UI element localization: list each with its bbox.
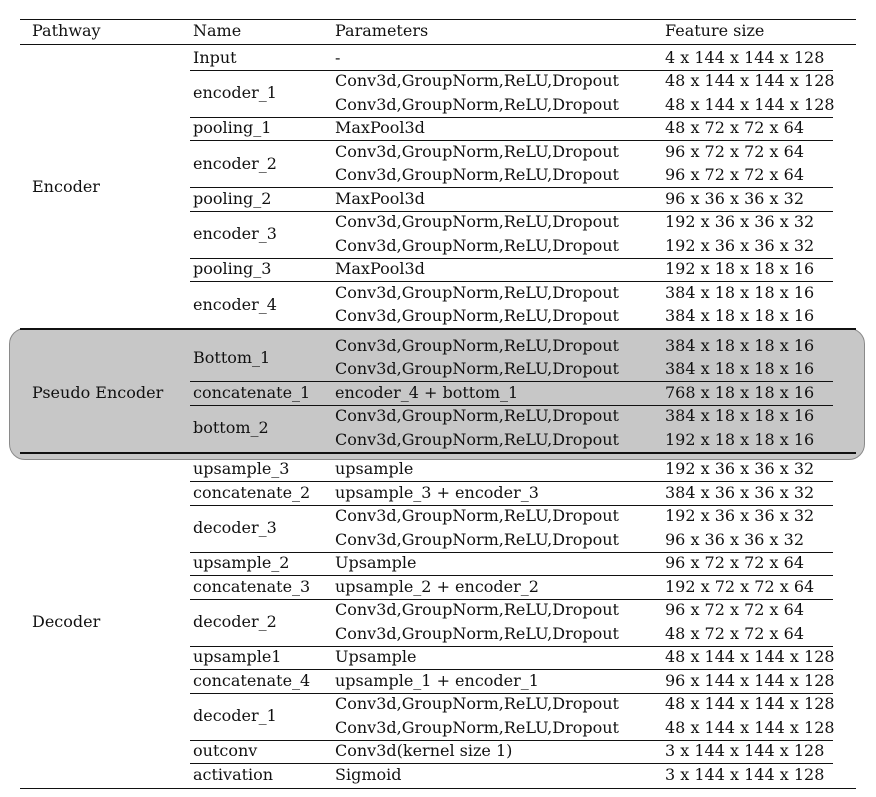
cell-parameters: Conv3d,GroupNorm,ReLU,Dropout: [335, 71, 619, 90]
cell-feature-size: 48 x 144 x 144 x 128: [665, 647, 835, 666]
cell-parameters: Upsample: [335, 553, 417, 572]
cell-feature-size: 192 x 18 x 18 x 16: [665, 259, 815, 278]
rule-section-double: [20, 328, 856, 329]
cell-name: decoder_1: [193, 706, 277, 725]
rule-header: [20, 44, 856, 45]
cell-feature-size: 192 x 36 x 36 x 32: [665, 236, 815, 255]
cell-feature-size: 48 x 144 x 144 x 128: [665, 694, 835, 713]
cell-parameters: Conv3d,GroupNorm,ReLU,Dropout: [335, 430, 619, 449]
cell-parameters: Conv3d,GroupNorm,ReLU,Dropout: [335, 95, 619, 114]
cell-parameters: MaxPool3d: [335, 118, 425, 137]
cell-parameters: Conv3d,GroupNorm,ReLU,Dropout: [335, 306, 619, 325]
rule-row: [190, 763, 833, 764]
cell-feature-size: 48 x 72 x 72 x 64: [665, 118, 805, 137]
cell-pathway: Encoder: [32, 177, 100, 196]
rule-section-double: [20, 452, 856, 453]
header-name: Name: [193, 21, 242, 40]
rule-row: [190, 575, 833, 576]
cell-name: pooling_3: [193, 259, 272, 278]
cell-parameters: Conv3d,GroupNorm,ReLU,Dropout: [335, 506, 619, 525]
rule-row: [190, 669, 833, 670]
cell-parameters: Conv3d,GroupNorm,ReLU,Dropout: [335, 530, 619, 549]
cell-name: bottom_2: [193, 418, 269, 437]
cell-parameters: encoder_4 + bottom_1: [335, 383, 519, 402]
cell-parameters: Conv3d,GroupNorm,ReLU,Dropout: [335, 212, 619, 231]
cell-feature-size: 48 x 144 x 144 x 128: [665, 71, 835, 90]
rule-row: [190, 481, 833, 482]
cell-feature-size: 384 x 18 x 18 x 16: [665, 359, 815, 378]
cell-parameters: Conv3d,GroupNorm,ReLU,Dropout: [335, 236, 619, 255]
cell-feature-size: 384 x 18 x 18 x 16: [665, 406, 815, 425]
rule-row: [190, 281, 833, 282]
cell-feature-size: 768 x 18 x 18 x 16: [665, 383, 815, 402]
cell-name: pooling_2: [193, 189, 272, 208]
header-pathway: Pathway: [32, 21, 101, 40]
cell-name: upsample_2: [193, 553, 290, 572]
cell-feature-size: 384 x 18 x 18 x 16: [665, 306, 815, 325]
rule-row: [190, 187, 833, 188]
cell-name: Bottom_1: [193, 348, 271, 367]
header-feature-size: Feature size: [665, 21, 765, 40]
cell-feature-size: 96 x 36 x 36 x 32: [665, 189, 805, 208]
cell-name: concatenate_2: [193, 483, 311, 502]
cell-parameters: Conv3d,GroupNorm,ReLU,Dropout: [335, 142, 619, 161]
rule-section: [20, 329, 856, 330]
cell-parameters: Conv3d,GroupNorm,ReLU,Dropout: [335, 165, 619, 184]
cell-feature-size: 48 x 144 x 144 x 128: [665, 718, 835, 737]
cell-name: upsample1: [193, 647, 282, 666]
cell-parameters: Conv3d,GroupNorm,ReLU,Dropout: [335, 336, 619, 355]
cell-parameters: upsample_1 + encoder_1: [335, 671, 539, 690]
cell-feature-size: 96 x 72 x 72 x 64: [665, 553, 805, 572]
cell-parameters: Conv3d(kernel size 1): [335, 741, 513, 760]
cell-feature-size: 192 x 36 x 36 x 32: [665, 459, 815, 478]
cell-name: activation: [193, 765, 274, 784]
cell-feature-size: 96 x 36 x 36 x 32: [665, 530, 805, 549]
rule-top: [20, 19, 856, 20]
cell-feature-size: 96 x 144 x 144 x 128: [665, 671, 835, 690]
cell-feature-size: 4 x 144 x 144 x 128: [665, 48, 825, 67]
cell-parameters: Conv3d,GroupNorm,ReLU,Dropout: [335, 624, 619, 643]
cell-parameters: Conv3d,GroupNorm,ReLU,Dropout: [335, 600, 619, 619]
cell-feature-size: 384 x 36 x 36 x 32: [665, 483, 815, 502]
rule-row: [190, 140, 833, 141]
cell-name: concatenate_4: [193, 671, 311, 690]
cell-parameters: Conv3d,GroupNorm,ReLU,Dropout: [335, 694, 619, 713]
cell-name: concatenate_1: [193, 383, 311, 402]
cell-feature-size: 3 x 144 x 144 x 128: [665, 741, 825, 760]
cell-feature-size: 192 x 18 x 18 x 16: [665, 430, 815, 449]
cell-name: outconv: [193, 741, 258, 760]
cell-feature-size: 192 x 36 x 36 x 32: [665, 212, 815, 231]
cell-name: decoder_2: [193, 612, 277, 631]
cell-parameters: Conv3d,GroupNorm,ReLU,Dropout: [335, 283, 619, 302]
cell-name: pooling_1: [193, 118, 272, 137]
cell-name: upsample_3: [193, 459, 290, 478]
cell-name: encoder_1: [193, 83, 277, 102]
cell-name: encoder_4: [193, 295, 277, 314]
cell-feature-size: 48 x 144 x 144 x 128: [665, 95, 835, 114]
cell-name: Input: [193, 48, 237, 67]
cell-name: concatenate_3: [193, 577, 311, 596]
cell-feature-size: 96 x 72 x 72 x 64: [665, 600, 805, 619]
cell-parameters: Upsample: [335, 647, 417, 666]
cell-pathway: Pseudo Encoder: [32, 383, 164, 402]
cell-parameters: -: [335, 48, 341, 67]
rule-row: [190, 381, 833, 382]
rule-bottom: [20, 788, 856, 789]
cell-feature-size: 384 x 18 x 18 x 16: [665, 283, 815, 302]
cell-name: encoder_2: [193, 154, 277, 173]
cell-name: encoder_3: [193, 224, 277, 243]
cell-parameters: upsample_2 + encoder_2: [335, 577, 539, 596]
cell-pathway: Decoder: [32, 612, 101, 631]
cell-parameters: upsample: [335, 459, 414, 478]
cell-feature-size: 3 x 144 x 144 x 128: [665, 765, 825, 784]
rule-section: [20, 453, 856, 454]
cell-parameters: upsample_3 + encoder_3: [335, 483, 539, 502]
cell-parameters: MaxPool3d: [335, 259, 425, 278]
cell-feature-size: 96 x 72 x 72 x 64: [665, 165, 805, 184]
cell-parameters: Conv3d,GroupNorm,ReLU,Dropout: [335, 359, 619, 378]
cell-parameters: Conv3d,GroupNorm,ReLU,Dropout: [335, 406, 619, 425]
cell-feature-size: 96 x 72 x 72 x 64: [665, 142, 805, 161]
cell-feature-size: 192 x 36 x 36 x 32: [665, 506, 815, 525]
cell-parameters: MaxPool3d: [335, 189, 425, 208]
cell-feature-size: 48 x 72 x 72 x 64: [665, 624, 805, 643]
cell-name: decoder_3: [193, 518, 277, 537]
header-parameters: Parameters: [335, 21, 429, 40]
cell-feature-size: 384 x 18 x 18 x 16: [665, 336, 815, 355]
cell-parameters: Sigmoid: [335, 765, 402, 784]
cell-feature-size: 192 x 72 x 72 x 64: [665, 577, 815, 596]
cell-parameters: Conv3d,GroupNorm,ReLU,Dropout: [335, 718, 619, 737]
